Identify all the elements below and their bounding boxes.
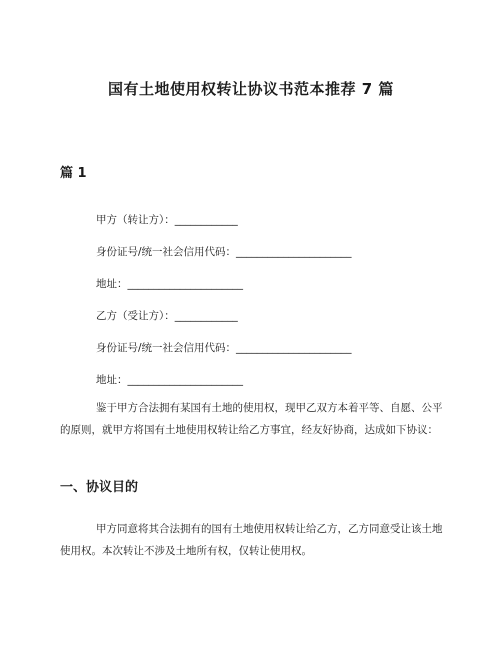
party-b-address-line: 地址：______________________: [96, 374, 243, 386]
preamble-paragraph: 鉴于甲方合法拥有某国有土地的使用权，现甲乙双方本着平等、自愿、公平的原则，就甲方将国有土地使用权转让给乙方事宜，经友好协商，达成如下协议：: [60, 402, 443, 436]
party-a-id-line: 身份证号/统一社会信用代码：______________________: [96, 246, 352, 258]
document-title: 国有土地使用权转让协议书范本推荐 7 篇: [108, 80, 394, 98]
party-b-id-line: 身份证号/统一社会信用代码：______________________: [96, 342, 352, 354]
section-label: 篇 1: [60, 166, 87, 181]
party-b-name-line: 乙方（受让方）：____________: [96, 310, 238, 322]
party-a-address-line: 地址：______________________: [96, 278, 243, 290]
party-a-name-line: 甲方（转让方）：____________: [96, 214, 238, 226]
article-1-heading: 一、协议目的: [60, 480, 139, 495]
article-1-paragraph: 甲方同意将其合法拥有的国有土地使用权转让给乙方，乙方同意受让该土地使用权。本次转让不涉及土地所有权，仅转让使用权。: [60, 523, 443, 557]
